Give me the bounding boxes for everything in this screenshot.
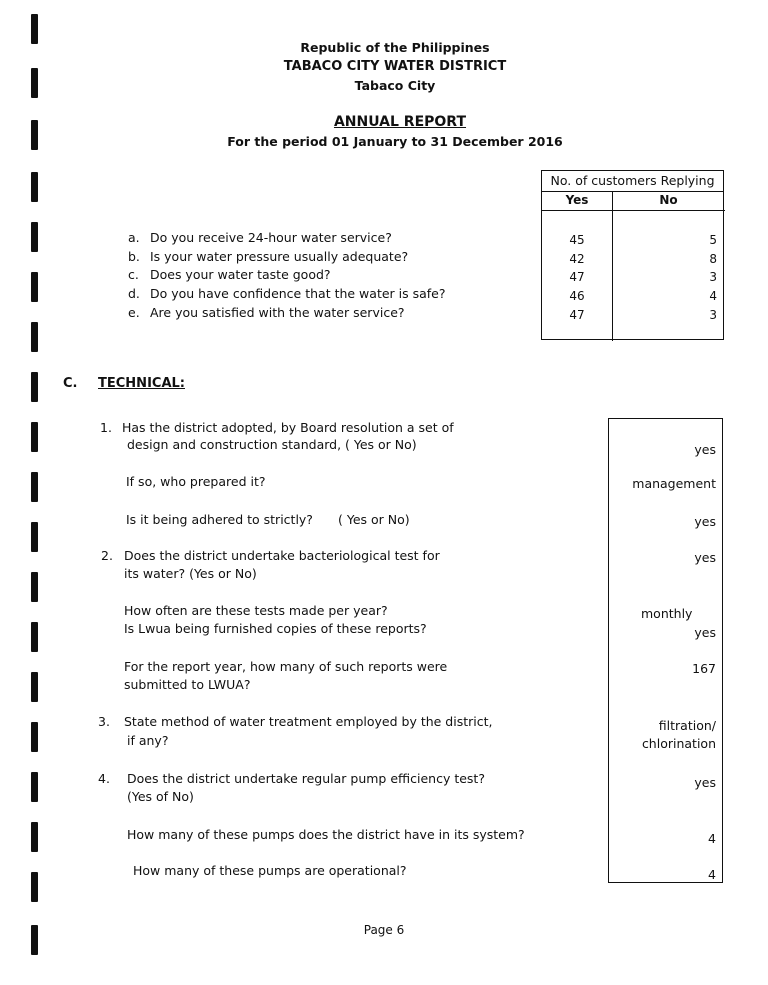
item-number-4: 4.: [98, 771, 110, 786]
binding-hole: [31, 872, 38, 902]
survey-question-a: [128, 230, 392, 245]
survey-question-d: [128, 286, 446, 301]
q3-line2: if any?: [127, 733, 169, 748]
question-label: c.: [128, 267, 139, 282]
binding-hole: [31, 422, 38, 452]
survey-question-e: [128, 305, 405, 320]
report-period: For the period 01 January to 31 December 2016: [227, 134, 563, 149]
binding-hole: [31, 722, 38, 752]
answer-3: yes: [694, 514, 716, 529]
q1-line1: Has the district adopted, by Board resolution a set of: [122, 420, 454, 435]
survey-col-no: No: [612, 191, 725, 211]
answer-7: 167: [692, 661, 716, 676]
q1-line4: Is it being adhered to strictly?: [126, 512, 313, 527]
binding-hole: [31, 672, 38, 702]
survey-question-c: [128, 267, 331, 282]
report-title: ANNUAL REPORT: [333, 114, 467, 130]
binding-hole: [31, 372, 38, 402]
binding-hole: [31, 472, 38, 502]
binding-hole: [31, 572, 38, 602]
question-text: Are you satisfied with the water service?: [149, 305, 405, 320]
q4-line3: How many of these pumps does the district have in its system?: [127, 827, 525, 842]
item-number-2: 2.: [101, 548, 113, 563]
answer-11: 4: [708, 867, 716, 882]
header-city: Tabaco City: [354, 78, 436, 93]
header-republic: Republic of the Philippines: [300, 40, 490, 55]
question-label: b.: [128, 249, 140, 264]
item-number-1: 1.: [100, 420, 112, 435]
binding-hole: [31, 222, 38, 252]
survey-question-b: [128, 249, 408, 264]
q4-line1: Does the district undertake regular pump efficiency test?: [127, 771, 485, 786]
survey-yes-d: 46: [569, 289, 585, 303]
q4-line4: How many of these pumps are operational?: [133, 863, 407, 878]
answer-4: yes: [694, 550, 716, 565]
binding-hole: [31, 822, 38, 852]
survey-no-b: 8: [709, 252, 717, 266]
survey-yes-a: 45: [569, 233, 585, 247]
survey-yes-b: 42: [569, 252, 585, 266]
survey-no-a: 5: [709, 233, 717, 247]
binding-hole: [31, 172, 38, 202]
question-label: a.: [128, 230, 140, 245]
question-text: Does your water taste good?: [149, 267, 331, 282]
answer-1: yes: [694, 442, 716, 457]
answer-2: management: [632, 476, 716, 491]
question-label: d.: [128, 286, 140, 301]
survey-no-e: 3: [709, 308, 717, 322]
survey-no-d: 4: [709, 289, 717, 303]
answer-10: 4: [708, 831, 716, 846]
answer-5: monthly: [641, 606, 693, 621]
column-divider: [612, 191, 613, 341]
survey-col-yes: Yes: [542, 191, 612, 211]
q1-line4-option: ( Yes or No): [338, 512, 410, 527]
q2-line4: Is Lwua being furnished copies of these reports?: [124, 621, 427, 636]
q2-line3: How often are these tests made per year?: [124, 603, 388, 618]
answer-6: yes: [694, 625, 716, 640]
survey-yes-c: 47: [569, 270, 585, 284]
answer-8b: chlorination: [641, 736, 716, 751]
q2-line1: Does the district undertake bacteriological test for: [124, 548, 440, 563]
survey-header: No. of customers Replying: [542, 171, 723, 192]
q1-line3: If so, who prepared it?: [126, 474, 266, 489]
question-text: Do you have confidence that the water is safe?: [149, 286, 446, 301]
q2-line2: its water? (Yes or No): [124, 566, 257, 581]
item-number-3: 3.: [98, 714, 110, 729]
q3-line1: State method of water treatment employed by the district,: [124, 714, 493, 729]
q4-line2: (Yes of No): [127, 789, 194, 804]
q2-line5: For the report year, how many of such reports were: [124, 659, 448, 674]
header-district: TABACO CITY WATER DISTRICT: [283, 59, 507, 74]
binding-hole: [31, 522, 38, 552]
survey-table: [541, 170, 724, 340]
answer-8a: filtration/: [658, 718, 716, 733]
survey-no-c: 3: [709, 270, 717, 284]
binding-hole: [31, 772, 38, 802]
question-label: e.: [128, 305, 140, 320]
answer-9: yes: [694, 775, 716, 790]
section-heading: [63, 376, 185, 391]
q1-line2: design and construction standard, ( Yes or No): [127, 437, 417, 452]
binding-hole: [31, 322, 38, 352]
binding-hole: [31, 272, 38, 302]
question-text: Do you receive 24-hour water service?: [149, 230, 392, 245]
question-text: Is your water pressure usually adequate?: [149, 249, 409, 264]
survey-yes-e: 47: [569, 308, 585, 322]
section-letter: C.: [63, 376, 78, 391]
binding-hole: [31, 622, 38, 652]
section-title: TECHNICAL:: [98, 376, 185, 391]
q2-line6: submitted to LWUA?: [124, 677, 251, 692]
page-number: Page 6: [363, 923, 405, 937]
